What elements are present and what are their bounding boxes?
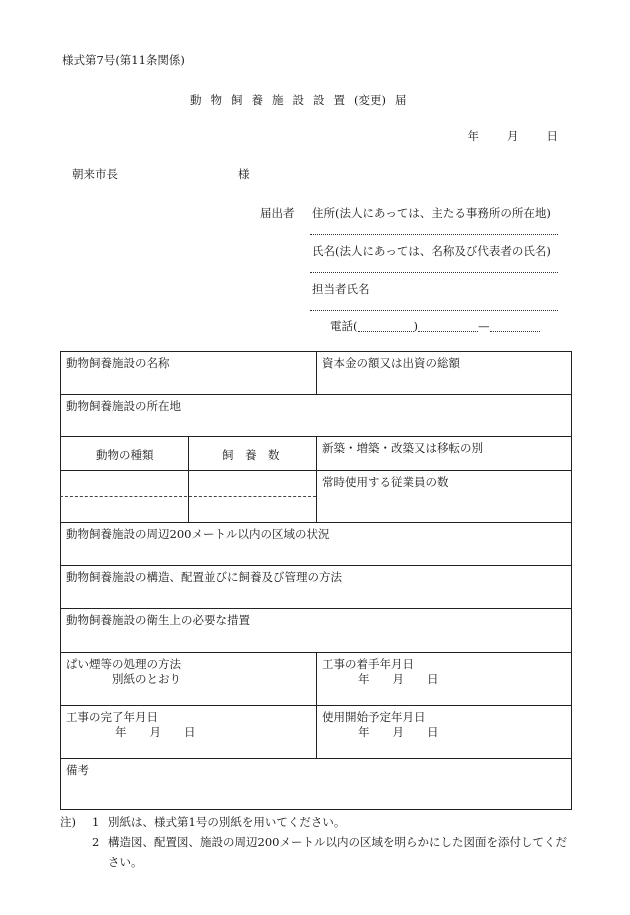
phone-label: 電話( [330,319,358,333]
employee-count-label: 常時使用する従業員の数 [322,475,449,489]
title-char: 飼 [231,93,243,107]
breeding-count-label: 飼 養 数 [222,448,280,462]
name-label: 氏名(法人にあっては、名称及び代表者の氏名) [312,244,551,258]
addressee: 朝来市長 [72,167,118,181]
construction-type-label: 新築・増築・改築又は移転の別 [322,441,483,455]
work-end-label: 工事の完了年月日 [66,710,158,724]
name-field[interactable] [310,272,558,273]
title-char: 施 [272,93,284,107]
form-reference: 様式第7号(第11条関係) [62,53,185,67]
title-char: 置 [333,93,345,107]
notes-prefix: 注) [60,815,76,829]
title-char: 設 [292,93,304,107]
work-start-label: 工事の着手年月日 [322,657,414,671]
contact-label: 担当者氏名 [312,282,370,296]
phone-close: ) [413,319,418,333]
date-month: 月 [507,129,519,143]
document-title [190,92,415,108]
title-char: (変更) [354,93,386,107]
date-day: 日 [546,129,558,143]
surroundings-label: 動物飼養施設の周辺200メートル以内の区域の状況 [66,527,330,541]
address-label: 住所(法人にあっては、主たる事務所の所在地) [312,206,551,220]
row-divider [60,565,572,566]
notes-section [60,812,580,872]
title-char: 物 [210,93,222,107]
animal-type-label: 動物の種類 [96,448,154,462]
col-divider [316,351,317,394]
applicant-label: 届出者 [260,206,295,220]
row-divider [60,758,572,759]
row-divider [60,394,572,395]
row-divider [60,608,572,609]
col-divider [188,436,189,522]
capital-label: 資本金の額又は出資の総額 [322,356,460,370]
phone-dash: — [478,319,490,333]
col-divider [316,436,317,522]
submission-date [440,128,559,144]
title-char: 動 [190,93,202,107]
waste-method-label: ぱい煙等の処理の方法 [66,657,181,671]
waste-method-value: 別紙のとおり [112,672,181,686]
note-2-text: 構造図、配置図、施設の周辺200メートル以内の区域を明らかにした図面を添付してくだ [108,835,567,849]
facility-name-label: 動物飼養施設の名称 [66,356,170,370]
note-2-number: 2 [92,835,100,849]
contact-field[interactable] [310,310,558,311]
work-start-date: 年 月 日 [358,672,439,686]
facility-location-label: 動物飼養施設の所在地 [66,399,181,413]
title-char: 届 [394,93,407,107]
date-year: 年 [467,129,479,143]
use-start-date: 年 月 日 [358,725,439,739]
row-divider [60,522,572,523]
remarks-label: 備考 [66,763,89,777]
title-char: 養 [251,93,263,107]
phone-field[interactable] [330,318,540,334]
work-end-date: 年 月 日 [115,725,196,739]
note-1-number: 1 [92,815,100,829]
structure-label: 動物飼養施設の構造、配置並びに飼養及び管理の方法 [66,570,342,584]
honorific: 様 [238,167,250,181]
use-start-label: 使用開始予定年月日 [322,710,426,724]
col-divider [316,652,317,758]
address-field[interactable] [310,234,558,235]
title-char: 設 [313,93,325,107]
note-2-text-continued: さい。 [108,855,143,869]
note-1-text: 別紙は、様式第1号の別紙を用いてください。 [108,815,346,829]
hygiene-label: 動物飼養施設の衛生上の必要な措置 [66,613,250,627]
